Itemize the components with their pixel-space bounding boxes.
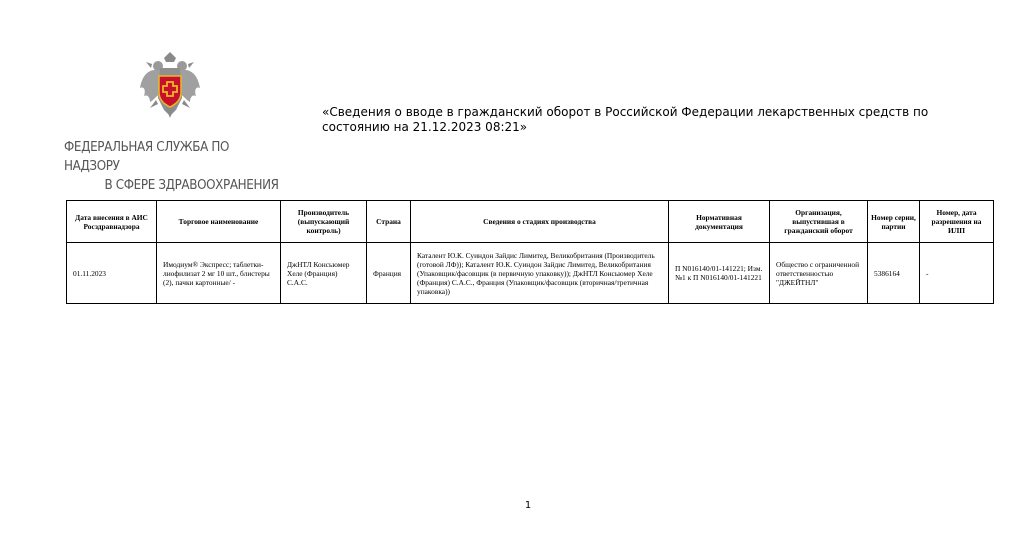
cell-permit: - (920, 243, 994, 304)
agency-name (64, 138, 285, 195)
column-header: Сведения о стадиях производства (411, 201, 669, 243)
column-header: Производитель (выпускающий контроль) (281, 201, 367, 243)
cell-manufacturer: ДжНТЛ Консьюмер Хеле (Франция) С.А.С. (281, 243, 367, 304)
cell-entry-date: 01.11.2023 (67, 243, 157, 304)
table-row (67, 243, 994, 304)
cell-batch-number: 5386164 (868, 243, 920, 304)
cell-regulatory-docs: П N016140/01-141221; Изм. №1 к П N016140/01-141221 (669, 243, 770, 304)
column-header: Страна (367, 201, 411, 243)
registry-table (66, 200, 994, 304)
table-header-row (67, 201, 994, 243)
column-header: Нормативная документация (669, 201, 770, 243)
cell-production-stages: Каталент Ю.К. Суиндон Зайдис Лимитед, Великобритания (Производитель (готовой ЛФ)); Каталент Ю.К. Суиндон Зайдис Лимитед, Великобритания (Упаковщик/фасовщик (в первичную упаковку)); ДжНТЛ Консьюмер Хеле (Франция) С.А.С., Франция (Упаковщик/фасовщик (вторичная/третичная упаковка)) (411, 243, 669, 304)
column-header: Организация, выпустившая в гражданский оборот (770, 201, 868, 243)
column-header: Дата внесения в АИС Росздравнадзора (67, 201, 157, 243)
document-title: «Сведения о вводе в гражданский оборот в Российской Федерации лекарственных средств по состоянию на 21.12.2023 08:21» (322, 105, 929, 134)
page-number: 1 (524, 500, 532, 511)
column-header: Номер, дата разрешения на ИЛП (920, 201, 994, 243)
column-header: Торговое наименование (157, 201, 281, 243)
double-headed-eagle-emblem-icon (138, 52, 202, 120)
cell-organization: Общество с ограниченной ответственностью "ДЖЕЙТНЛ" (770, 243, 868, 304)
cell-trade-name: Имодиум® Экспресс; таблетки-лиофилизат 2 мг 10 шт., блистеры (2), пачки картонные/ - (157, 243, 281, 304)
agency-name-line-1: ФЕДЕРАЛЬНАЯ СЛУЖБА ПО НАДЗОРУ (64, 140, 230, 174)
agency-name-line-2: В СФЕРЕ ЗДРАВООХРАНЕНИЯ (104, 178, 279, 193)
cell-country: Франция (367, 243, 411, 304)
column-header: Номер серии, партии (868, 201, 920, 243)
